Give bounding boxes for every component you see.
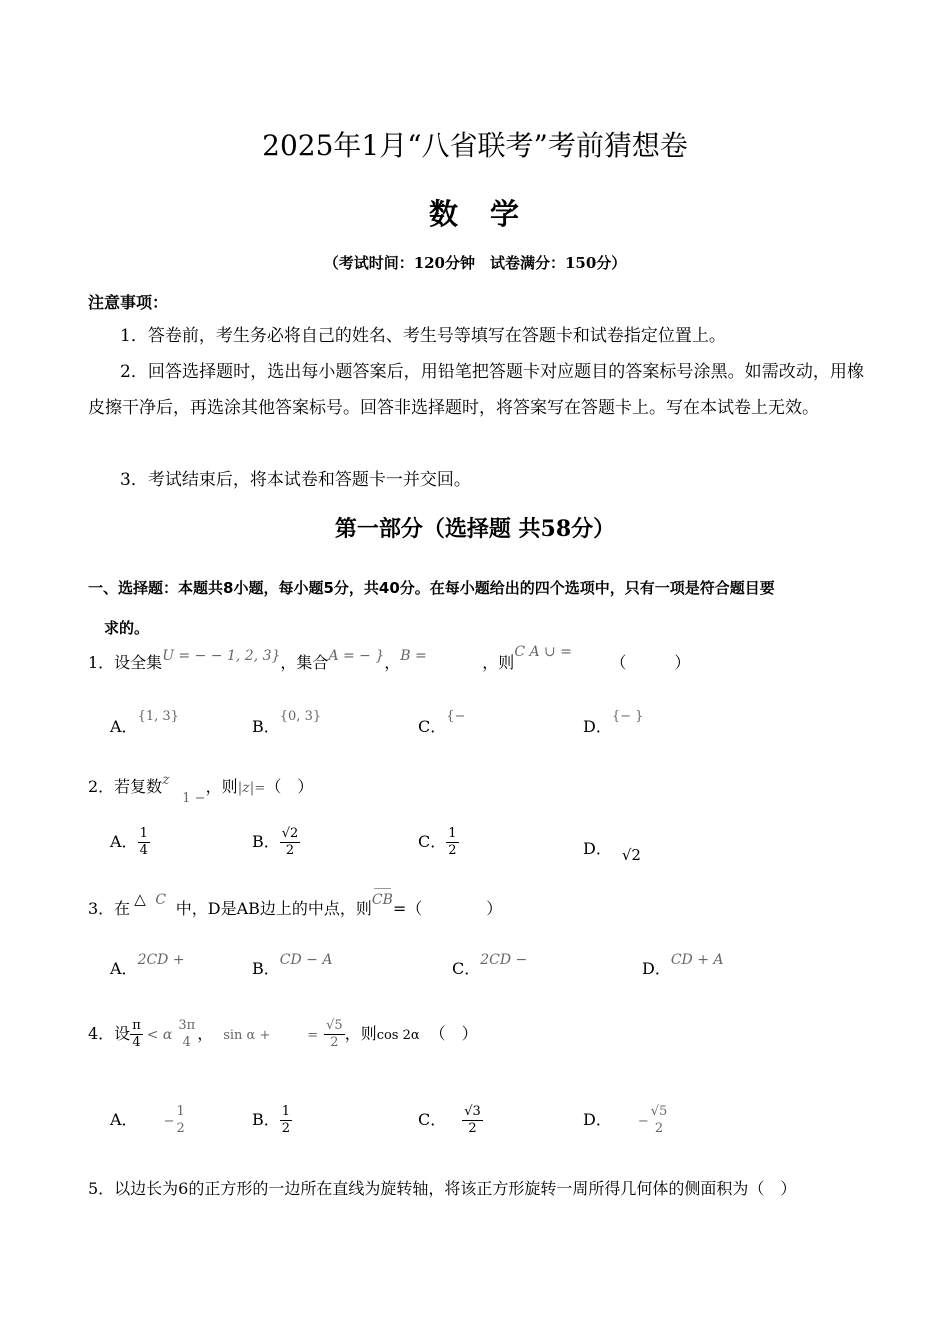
- q2-option-a: [110, 826, 150, 859]
- q1-complement-expr: C A ∪ =: [514, 644, 572, 660]
- q4-option-d-label: D．: [583, 1110, 612, 1129]
- q2-option-c-num: 1: [448, 826, 457, 841]
- q2-option-c: [418, 826, 459, 859]
- notice-heading: 注意事项：: [88, 293, 169, 312]
- q4-option-c-den: 2: [468, 1121, 477, 1136]
- q4-value-den: 2: [330, 1035, 339, 1050]
- q3-option-d-value: CD + A: [670, 952, 724, 968]
- q4-stem-3: ，则: [344, 1024, 377, 1043]
- q4-pi-num: π: [132, 1018, 141, 1033]
- q3-stem-3: =（ ）: [392, 899, 503, 918]
- q1-option-c: [418, 709, 466, 737]
- q2-fraction-denominator: 1 −: [182, 791, 206, 806]
- q4-stem-4: （ ）: [429, 1024, 478, 1043]
- q1-option-d-value: {− }: [611, 709, 644, 724]
- section-instructions: [88, 568, 864, 648]
- notice-item-1: 1．答卷前，考生务必将自己的姓名、考生号等填写在答题卡和试卷指定位置上。: [120, 326, 726, 346]
- q1-set-a: A = − }: [328, 648, 385, 664]
- q2-option-b: [252, 826, 300, 859]
- q4-sin-expr: sin α +: [223, 1028, 271, 1043]
- q4-option-a-label: A．: [110, 1110, 138, 1129]
- q3-vector-cb: CB: [371, 892, 393, 908]
- section-line-1: 一、选择题：本题共8小题，每小题5分，共40分。在每小题给出的四个选项中，只有一项是符合题目要: [88, 579, 775, 597]
- triangle-icon: △: [134, 890, 146, 908]
- q3-option-d: [642, 952, 724, 979]
- q4-equals: =: [307, 1028, 319, 1043]
- subject-char-1: 数: [428, 197, 460, 231]
- q4-option-b: [252, 1104, 292, 1137]
- q3-stem-1: 3．在: [88, 899, 131, 918]
- q3-option-c-value: 2CD −: [480, 952, 528, 968]
- q3-option-c-label: C．: [452, 959, 481, 978]
- question-3: [88, 890, 503, 919]
- q1-option-c-value: {−: [446, 709, 466, 724]
- exam-title: 2025年1月“八省联考”考前猜想卷: [262, 129, 688, 162]
- q4-cos-expr: cos 2α: [376, 1028, 420, 1043]
- q2-z-var: z: [162, 772, 170, 788]
- q1-option-a-label: A．: [110, 717, 138, 736]
- q1-universal-set: U = − − 1, 2, 3}: [162, 648, 281, 664]
- q2-option-a-den: 4: [139, 843, 148, 858]
- q4-lt-alpha: < α: [146, 1027, 173, 1043]
- q4-option-d-den: 2: [654, 1121, 664, 1136]
- q1-option-a: [110, 709, 179, 737]
- section-line-2: 求的。: [104, 619, 150, 637]
- q1-stem-5: （ ）: [610, 653, 691, 672]
- q1-option-a-value: {1, 3}: [137, 709, 179, 724]
- q4-pi-den: 4: [132, 1035, 141, 1050]
- q4-bound-num: 3π: [178, 1018, 196, 1033]
- q2-option-c-label: C．: [418, 832, 447, 851]
- q3-option-d-label: D．: [642, 959, 671, 978]
- q1-option-b: [252, 709, 322, 737]
- q1-stem-2: ，集合: [280, 653, 329, 672]
- q2-equals: =: [254, 781, 266, 796]
- q2-option-c-den: 2: [448, 843, 457, 858]
- q4-option-a-sign: −: [163, 1114, 175, 1129]
- question-5: 5．以边长为6的正方形的一边所在直线为旋转轴，将该正方形旋转一周所得几何体的侧面积为（ ）: [88, 1179, 797, 1198]
- q4-option-c: [418, 1104, 483, 1137]
- q3-option-b: [252, 952, 333, 979]
- q3-stem-2: 中，D是AB边上的中点，则: [175, 899, 372, 918]
- q2-option-d: [583, 836, 641, 864]
- q2-option-a-num: 1: [139, 826, 148, 841]
- q4-option-d: [583, 1104, 669, 1137]
- q4-option-b-label: B．: [252, 1110, 280, 1129]
- q2-modulus: |z|: [237, 780, 255, 796]
- q1-option-b-label: B．: [252, 717, 280, 736]
- q4-option-c-label: C．: [418, 1110, 447, 1129]
- q1-set-b: B =: [400, 648, 427, 664]
- q2-option-b-label: B．: [252, 832, 280, 851]
- q3-option-c: [452, 952, 528, 979]
- q3-option-a-label: A．: [110, 959, 138, 978]
- notice-item-2: 2．回答选择题时，选出每小题答案后，用铅笔把答题卡对应题目的答案标号涂黑。如需改动，用橡皮擦干净后，再选涂其他答案标号。回答非选择题时，将答案写在答题卡上。写在本试卷上无效。: [88, 362, 864, 418]
- q4-stem-2: ，: [197, 1024, 214, 1043]
- q4-option-a-num: 1: [176, 1104, 185, 1119]
- q4-option-b-num: 1: [281, 1104, 291, 1119]
- q2-stem-1: 2．若复数: [88, 777, 163, 796]
- q4-option-a-den: 2: [176, 1121, 185, 1136]
- q2-option-d-label: D．: [583, 839, 612, 858]
- notice-item-3: 3．考试结束后，将本试卷和答题卡一并交回。: [120, 470, 471, 490]
- q1-option-d-label: D．: [583, 717, 612, 736]
- question-1: [88, 644, 691, 673]
- subject-title: [0, 192, 950, 233]
- q2-option-b-num: √2: [281, 826, 299, 841]
- q4-option-b-den: 2: [281, 1121, 291, 1136]
- q1-stem-1: 1．设全集: [88, 653, 163, 672]
- q3-option-a: [110, 952, 185, 979]
- question-4: [88, 1018, 478, 1051]
- q2-option-a-label: A．: [110, 832, 138, 851]
- q4-stem-1: 4．设: [88, 1024, 131, 1043]
- q3-option-b-value: CD − A: [279, 952, 333, 968]
- q2-option-d-value: √2: [621, 846, 641, 864]
- q1-option-d: [583, 709, 644, 737]
- q1-option-c-label: C．: [418, 717, 447, 736]
- q4-option-a: [110, 1104, 187, 1137]
- q2-stem-3: （ ）: [265, 777, 314, 796]
- q1-stem-4: ，则: [482, 653, 515, 672]
- subject-char-2: 学: [490, 197, 522, 231]
- q4-option-c-num: √3: [464, 1104, 481, 1119]
- q2-option-b-den: 2: [285, 843, 295, 858]
- q3-option-a-value: 2CD +: [137, 952, 185, 968]
- q4-option-d-sign: −: [637, 1114, 649, 1129]
- q1-option-b-value: {0, 3}: [279, 709, 322, 724]
- q1-stem-3: ，: [384, 653, 401, 672]
- question-2: [88, 772, 314, 806]
- part-heading: 第一部分（选择题 共58分）: [334, 516, 616, 542]
- q4-bound-den: 4: [182, 1035, 191, 1050]
- exam-info: （考试时间：120分钟 试卷满分：150分）: [323, 254, 627, 272]
- q3-triangle-var: C: [155, 892, 167, 908]
- q4-value-num: √5: [326, 1018, 343, 1033]
- q4-option-d-num: √5: [650, 1104, 668, 1119]
- q2-stem-2: ，则: [205, 777, 238, 796]
- q3-option-b-label: B．: [252, 959, 280, 978]
